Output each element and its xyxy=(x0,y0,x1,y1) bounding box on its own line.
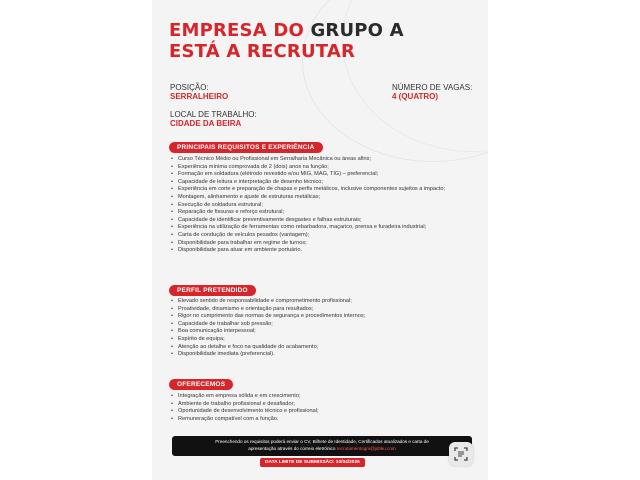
vacancies-value: 4 (QUATRO) xyxy=(392,92,439,101)
submission-instructions xyxy=(172,436,472,456)
instructions-text: apresentação através do correio eletrónico xyxy=(248,446,337,451)
title-part: GRUPO A xyxy=(310,20,404,41)
location-value: CIDADE DA BEIRA xyxy=(170,119,242,128)
list-item: • Carta de condução de veículos pesados (vantagem); xyxy=(170,232,475,240)
list-item: • Espírito de equipa; xyxy=(170,336,475,344)
list-item: • Disponibilidade imediata (preferencial). xyxy=(170,351,475,359)
list-item: • Proatividade, dinamismo e orientação para resultados; xyxy=(170,306,475,314)
list-item: • Atenção ao detalhe e foco na qualidade do acabamento; xyxy=(170,344,475,352)
contact-email[interactable]: recrutamentogm@jobku.com xyxy=(336,446,396,451)
document-scan-icon-glyph xyxy=(449,442,473,466)
offer-heading: OFERECEMOS xyxy=(169,379,233,390)
list-item: • Ambiente de trabalho profissional e desafiador; xyxy=(170,401,475,409)
requirements-heading: PRINCIPAIS REQUISITOS E EXPERIÊNCIA xyxy=(169,142,323,153)
list-item: • Integração em empresa sólida e em crescimento; xyxy=(170,393,475,401)
list-item: • Capacidade de trabalhar sob pressão; xyxy=(170,321,475,329)
instructions-line: Preenchendo os requisitos poderá enviar o CV, Bilhete de Identidade, Certificados atualizados e carta de xyxy=(215,439,429,444)
list-item: • Montagem, alinhamento e ajuste de estruturas metálicas; xyxy=(170,194,475,202)
submission-deadline: DATA LIMITE DE SUBMISSÃO: 10/04/2026 xyxy=(260,458,365,467)
instructions-line xyxy=(172,445,472,452)
list-item: • Capacidade de identificar preventivamente desgastes e falhas estruturais; xyxy=(170,217,475,225)
list-item: • Formação em soldadura (elétrodo revestido e/ou MIG, MAG, TIG) – preferencial; xyxy=(170,171,475,179)
profile-list xyxy=(170,298,475,359)
list-item: • Oportunidade de desenvolvimento técnico e profissional; xyxy=(170,408,475,416)
offer-list xyxy=(170,393,475,423)
list-item: • Rigor no cumprimento das normas de segurança e procedimentos internos; xyxy=(170,313,475,321)
title-part: EMPRESA DO xyxy=(169,20,311,41)
list-item: • Curso Técnico Médio ou Profissional em Serralharia Mecânica ou áreas afins; xyxy=(170,156,475,164)
list-item: • Remuneração compatível com a função. xyxy=(170,416,475,424)
list-item: • Elevado sentido de responsabilidade e comprometimento profissional; xyxy=(170,298,475,306)
list-item: • Execução de soldadura estrutural; xyxy=(170,202,475,210)
list-item: • Experiência mínima comprovada de 2 (dois) anos na função; xyxy=(170,164,475,172)
location-label: LOCAL DE TRABALHO: xyxy=(170,110,257,119)
position-value: SERRALHEIRO xyxy=(170,92,229,101)
list-item: • Boa comunicação interpessoal; xyxy=(170,328,475,336)
document-scan-icon[interactable] xyxy=(449,442,473,466)
job-poster xyxy=(152,0,488,480)
list-item: • Experiência em corte e preparação de chapas e perfis metálicos, inclusive componentes sujeitos a impacto; xyxy=(170,186,475,194)
vacancies-label: NÚMERO DE VAGAS: xyxy=(392,83,473,92)
list-item: • Experiência na utilização de ferramentas como rebarbadora, maçarico, prensa e furadeira industrial; xyxy=(170,224,475,232)
title-part: ESTÁ A RECRUTAR xyxy=(169,41,356,62)
list-item: • Disponibilidade para trabalhar em regime de turnos; xyxy=(170,240,475,248)
list-item: • Reparação de fissuras e reforço estrutural; xyxy=(170,209,475,217)
list-item: • Disponibilidade para atuar em ambiente portuário. xyxy=(170,247,475,255)
list-item: • Capacidade de leitura e interpretação de desenho técnico; xyxy=(170,179,475,187)
position-label: POSIÇÃO: xyxy=(170,83,209,92)
profile-heading: PERFIL PRETENDIDO xyxy=(169,285,256,296)
poster-title xyxy=(169,20,404,62)
requirements-list xyxy=(170,156,475,255)
